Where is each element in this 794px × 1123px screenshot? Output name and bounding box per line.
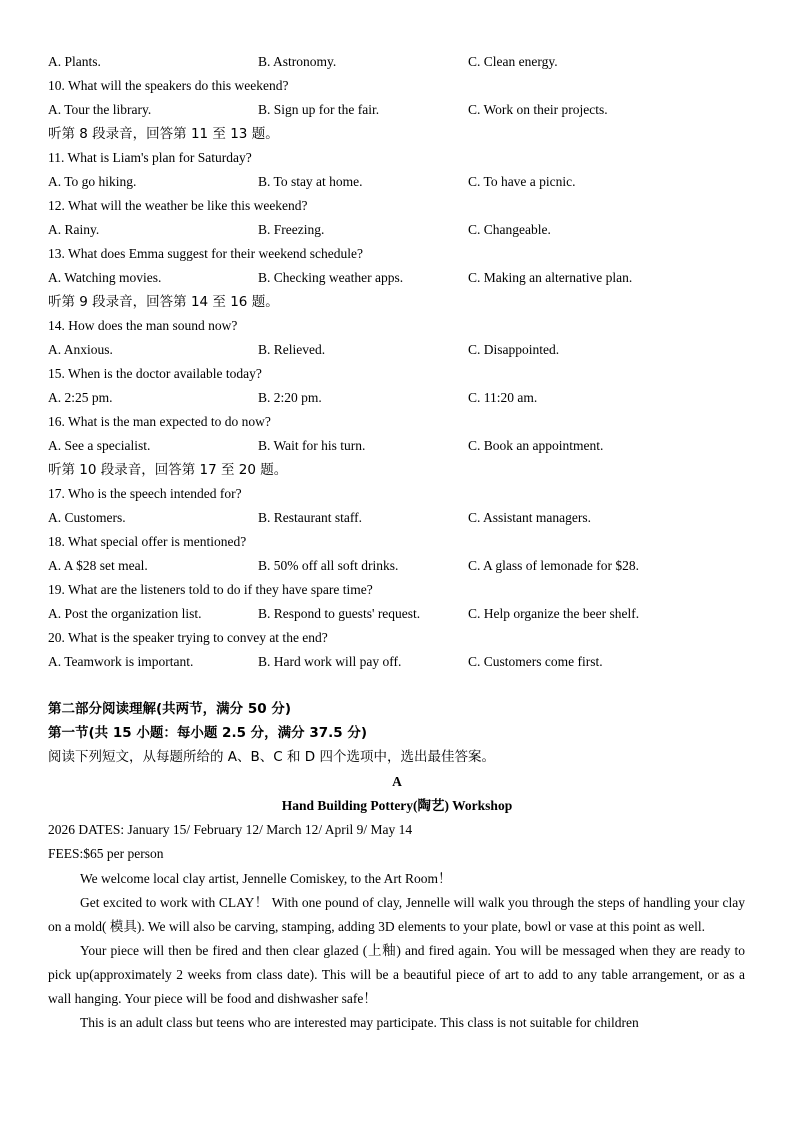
answer-option: B. Astronomy. xyxy=(258,54,337,69)
answer-option: A. See a specialist. xyxy=(48,438,151,453)
workshop-fees: FEES:$65 per person xyxy=(48,846,164,861)
answer-option: A. 2:25 pm. xyxy=(48,390,113,405)
passage-paragraph: Your piece will then be fired and then clear glazed (上釉) and fired again. You will be messaged when they are ready to pick up(approximately 2 weeks from class date). This will be a beautiful piece of art to add to any table arrangement, or as a wall hanging. Your piece will be food and dishwasher safe！ xyxy=(48,943,745,1006)
answer-option: A. Tour the library. xyxy=(48,102,152,117)
reading-instruction: 阅读下列短文，从每题所给的 A、B、C 和 D 四个选项中，选出最佳答案。 xyxy=(48,749,495,765)
passage-letter: A xyxy=(392,774,402,789)
answer-option: C. A glass of lemonade for $28. xyxy=(468,558,639,573)
question-stem: 16. What is the man expected to do now? xyxy=(48,414,271,429)
answer-option: C. Help organize the beer shelf. xyxy=(468,606,640,621)
question-stem: 15. When is the doctor available today? xyxy=(48,366,262,381)
passage-paragraph: Get excited to work with CLAY！ With one pound of clay, Jennelle will walk you through the steps of handling your clay on a mold( 模具). We will also be carving, stamping, adding 3D elements to your plate, bowl or vase at this point as well. xyxy=(48,895,745,934)
question-stem: 12. What will the weather be like this weekend? xyxy=(48,198,308,213)
answer-option: A. Watching movies. xyxy=(48,270,162,285)
passage-title: Hand Building Pottery(陶艺) Workshop xyxy=(281,798,513,813)
question-stem: 10. What will the speakers do this weekend? xyxy=(48,78,289,93)
question-stem: 19. What are the listeners told to do if they have spare time? xyxy=(48,582,373,597)
answer-option: C. To have a picnic. xyxy=(468,174,576,189)
answer-option: A. Rainy. xyxy=(48,222,100,237)
question-stem: 18. What special offer is mentioned? xyxy=(48,534,247,549)
answer-option: C. Customers come first. xyxy=(468,654,603,669)
answer-option: B. Respond to guests' request. xyxy=(258,606,421,621)
answer-option: C. Changeable. xyxy=(468,222,551,237)
answer-option: C. Making an alternative plan. xyxy=(468,270,633,285)
answer-option: A. Post the organization list. xyxy=(48,606,202,621)
section-instruction: 听第 10 段录音，回答第 17 至 20 题。 xyxy=(48,462,288,478)
section-instruction: 听第 9 段录音，回答第 14 至 16 题。 xyxy=(48,294,279,310)
answer-option: A. A $28 set meal. xyxy=(48,558,148,573)
section-heading: 第一节(共 15 小题：每小题 2.5 分，满分 37.5 分) xyxy=(48,725,368,741)
question-stem: 20. What is the speaker trying to convey at the end? xyxy=(48,630,328,645)
answer-option: A. To go hiking. xyxy=(48,174,137,189)
question-stem: 17. Who is the speech intended for? xyxy=(48,486,242,501)
part-heading: 第二部分阅读理解(共两节，满分 50 分) xyxy=(48,701,292,717)
answer-option: C. Assistant managers. xyxy=(468,510,591,525)
answer-option: A. Teamwork is important. xyxy=(48,654,194,669)
answer-option: A. Plants. xyxy=(48,54,101,69)
answer-option: B. 50% off all soft drinks. xyxy=(258,558,399,573)
answer-option: B. To stay at home. xyxy=(258,174,363,189)
answer-option: A. Customers. xyxy=(48,510,126,525)
answer-option: B. Checking weather apps. xyxy=(258,270,404,285)
answer-option: C. Book an appointment. xyxy=(468,438,604,453)
question-stem: 13. What does Emma suggest for their weekend schedule? xyxy=(48,246,364,261)
answer-option: C. Disappointed. xyxy=(468,342,560,357)
answer-option: B. Relieved. xyxy=(258,342,326,357)
passage-body xyxy=(48,867,745,1035)
workshop-dates: 2026 DATES: January 15/ February 12/ March 12/ April 9/ May 14 xyxy=(48,822,413,837)
passage-paragraph: We welcome local clay artist, Jennelle Comiskey, to the Art Room！ xyxy=(80,871,452,886)
passage-paragraph: This is an adult class but teens who are interested may participate. This class is not suitable for children xyxy=(80,1015,639,1030)
answer-option: C. Clean energy. xyxy=(468,54,558,69)
answer-option: B. 2:20 pm. xyxy=(258,390,322,405)
question-stem: 14. How does the man sound now? xyxy=(48,318,238,333)
answer-option: B. Hard work will pay off. xyxy=(258,654,402,669)
answer-option: C. 11:20 am. xyxy=(468,390,538,405)
answer-option: B. Sign up for the fair. xyxy=(258,102,380,117)
answer-option: C. Work on their projects. xyxy=(468,102,608,117)
section-instruction: 听第 8 段录音，回答第 11 至 13 题。 xyxy=(48,126,279,142)
answer-option: B. Restaurant staff. xyxy=(258,510,362,525)
answer-option: B. Wait for his turn. xyxy=(258,438,366,453)
answer-option: A. Anxious. xyxy=(48,342,113,357)
answer-option: B. Freezing. xyxy=(258,222,325,237)
question-stem: 11. What is Liam's plan for Saturday? xyxy=(48,150,252,165)
